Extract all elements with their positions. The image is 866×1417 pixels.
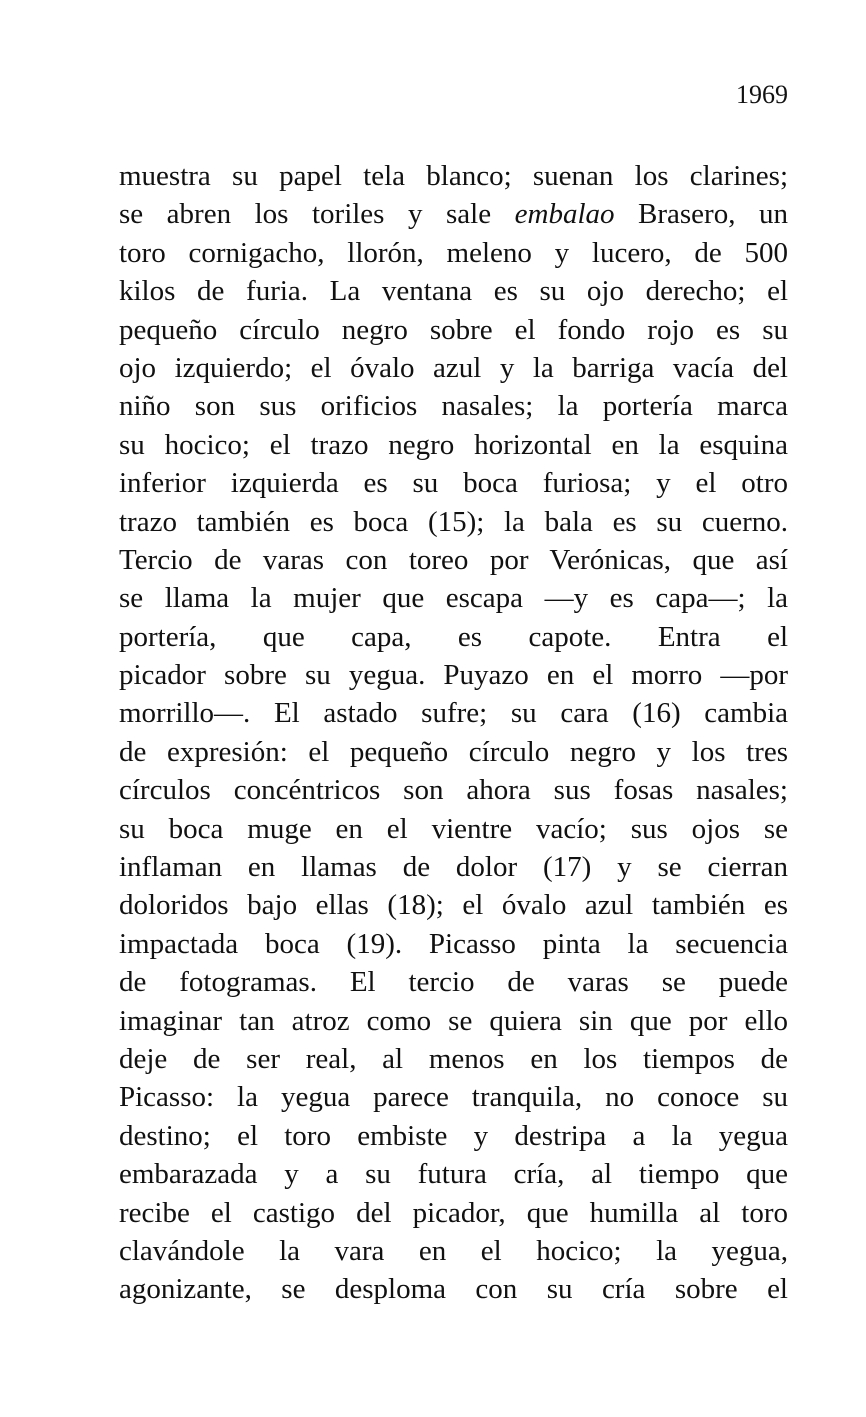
text-line: círculos concéntricos son ahora sus fosas nasales;	[119, 774, 788, 807]
text-line: se llama la mujer que escapa —y es capa—; la	[119, 582, 788, 615]
text-line: su boca muge en el vientre vacío; sus ojos se	[119, 812, 788, 845]
text-line: de expresión: el pequeño círculo negro y los tres	[119, 735, 788, 768]
italic-word: embalao	[514, 198, 615, 231]
text-line: su hocico; el trazo negro horizontal en la esquina	[119, 428, 788, 461]
text-line: destino; el toro embiste y destripa a la yegua	[119, 1119, 788, 1152]
text-line: trazo también es boca (15); la bala es su cuerno.	[119, 505, 788, 538]
page-number: 1969	[736, 80, 788, 109]
text-line: recibe el castigo del picador, que humilla al toro	[119, 1196, 788, 1229]
text-line: embarazada y a su futura cría, al tiempo que	[119, 1158, 788, 1191]
text-line: kilos de furia. La ventana es su ojo derecho; el	[119, 275, 788, 308]
text-line: Picasso: la yegua parece tranquila, no conoce su	[119, 1081, 788, 1114]
text-line: deje de ser real, al menos en los tiempos de	[119, 1042, 788, 1075]
text-line: imaginar tan atroz como se quiera sin que por ello	[119, 1004, 788, 1037]
text-line	[119, 195, 788, 233]
text-line: doloridos bajo ellas (18); el óvalo azul también es	[119, 889, 788, 922]
text-line: ojo izquierdo; el óvalo azul y la barriga vacía del	[119, 351, 788, 384]
body-paragraph	[119, 157, 788, 1309]
text-line: Tercio de varas con toreo por Verónicas, que así	[119, 543, 788, 576]
text-line: agonizante, se desploma con su cría sobre el	[119, 1273, 788, 1306]
text-segment: se abren los toriles y sale	[119, 198, 515, 231]
text-line: toro cornigacho, llorón, meleno y lucero, de 500	[119, 236, 788, 269]
text-line: inflaman en llamas de dolor (17) y se cierran	[119, 851, 788, 884]
text-line: niño son sus orificios nasales; la portería marca	[119, 390, 788, 423]
text-segment: Brasero, un	[614, 198, 788, 231]
text-line: clavándole la vara en el hocico; la yegua,	[119, 1234, 788, 1267]
text-line: portería, que capa, es capote. Entra el	[119, 620, 788, 653]
text-line: pequeño círculo negro sobre el fondo rojo es su	[119, 313, 788, 346]
text-line: inferior izquierda es su boca furiosa; y el otro	[119, 467, 788, 500]
text-line: muestra su papel tela blanco; suenan los clarines;	[119, 160, 788, 192]
text-line: morrillo—. El astado sufre; su cara (16) cambia	[119, 697, 788, 730]
text-line: de fotogramas. El tercio de varas se puede	[119, 966, 788, 999]
text-line: picador sobre su yegua. Puyazo en el morro —por	[119, 659, 788, 692]
text-line: impactada boca (19). Picasso pinta la secuencia	[119, 927, 788, 960]
